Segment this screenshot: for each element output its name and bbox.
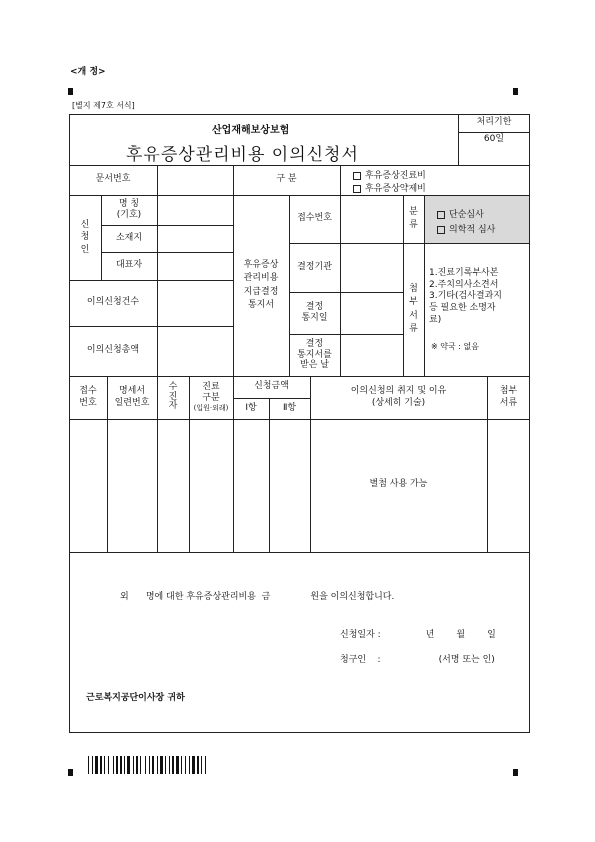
attachments-list: 1.진료기록부사본 2.주치의사소견서 3.기타(검사결과지 등 필요한 소명자 료)	[429, 268, 502, 325]
representative-label: 대표자	[115, 260, 143, 271]
title-small: 산업재해보상보험	[212, 125, 290, 136]
registration-mark-top-left	[68, 88, 73, 95]
classification-option-2: 의학적 심사	[437, 222, 495, 235]
registration-mark-bottom-right	[513, 769, 518, 776]
checkbox-icon[interactable]	[437, 226, 445, 234]
amendment-tag: <개 정>	[70, 67, 106, 77]
barcode	[88, 756, 288, 778]
receipt-no-label: 접수번호	[297, 213, 332, 224]
col-amount: 신청금액	[254, 381, 289, 392]
claimant-line: 청구인 : (서명 또는 인)	[340, 655, 495, 665]
name-label: 명 칭 (기호)	[116, 198, 142, 220]
declaration-text: 외 명에 대한 후유증상관리비용 금 원을 이의신청합니다.	[120, 592, 395, 602]
attachments-label: 첨부서류	[409, 283, 418, 334]
checkbox-icon[interactable]	[353, 172, 361, 180]
page-title: 후유증상관리비용 이의신청서	[126, 145, 359, 165]
processing-value: 60일	[483, 134, 505, 145]
col-attachments: 첨부 서류	[499, 386, 518, 408]
col-reason: 이의신청의 취지 및 이유 (상세히 기술)	[350, 386, 447, 408]
classification-label: 분류	[409, 206, 418, 230]
pharmacy-note: ※ 약국 : 없음	[431, 342, 479, 351]
col-patient: 수 진 자	[168, 381, 178, 412]
registration-mark-bottom-left	[68, 769, 73, 776]
col-receipt-no: 접수 번호	[79, 386, 97, 408]
date-line: 신청일자 : 년 월 일	[340, 630, 496, 640]
col-statement-serial: 명세서 일련번호	[114, 386, 150, 408]
objection-total-label: 이의신청총액	[86, 345, 140, 356]
notice-label: 후유증상 관리비용 지급결정 통지서	[243, 259, 279, 310]
received-date-label: 결정 통지서를 받은 날	[297, 338, 332, 371]
category-option-2: 후유증상약제비	[353, 181, 426, 194]
col-amount-2: Ⅱ항	[282, 402, 297, 413]
applicant-group-label: 신청인	[80, 219, 90, 255]
doc-no-label: 문서번호	[95, 174, 131, 185]
category-label: 구 분	[276, 174, 297, 185]
decision-date-label: 결정 통지일	[301, 301, 328, 323]
col-amount-1: Ⅰ항	[245, 402, 257, 413]
checkbox-icon[interactable]	[437, 211, 445, 219]
address-label: 소재지	[115, 232, 143, 243]
decision-org-label: 결정기관	[297, 261, 332, 272]
form-number: [별지 제7호 서식]	[72, 101, 135, 110]
checkbox-icon[interactable]	[353, 185, 361, 193]
processing-label: 처리기한	[476, 117, 512, 128]
classification-option-1: 단순심사	[437, 207, 484, 220]
col-care-type: 진료 구분 (입원·외래)	[193, 381, 229, 413]
objection-count-label: 이의신청건수	[86, 297, 140, 308]
attachment-note: 별첨 사용 가능	[369, 479, 428, 490]
addressee: 근로복지공단이사장 귀하	[86, 693, 185, 703]
registration-mark-top-right	[513, 88, 518, 95]
category-option-1: 후유증상진료비	[353, 168, 426, 181]
